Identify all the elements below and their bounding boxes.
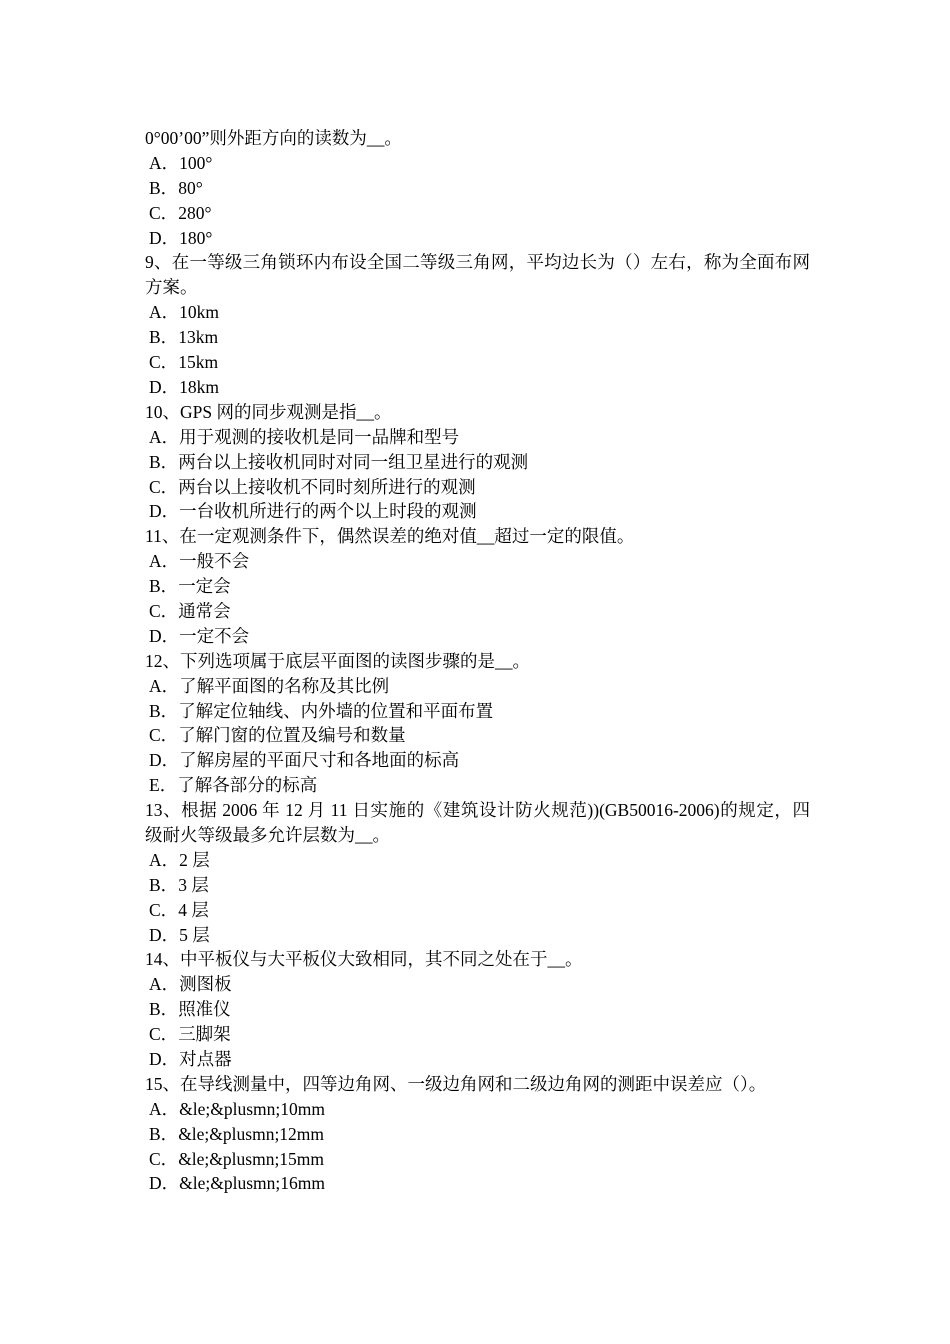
option-label: A．: [149, 675, 180, 696]
option-a: [145, 848, 810, 873]
option-d: [145, 923, 810, 948]
option-label: A．: [149, 152, 180, 173]
option-label: C．: [149, 899, 179, 920]
question-8-continuation: [145, 126, 810, 250]
option-a: [145, 300, 810, 325]
option-a: [145, 549, 810, 574]
option-text: 测图板: [179, 974, 232, 995]
question-stem: 14、中平板仪与大平板仪大致相同，其不同之处在于__。: [145, 949, 583, 970]
option-text: &le;&plusmn;10mm: [179, 1098, 325, 1119]
option-label: B．: [149, 327, 179, 348]
option-text: 了解门窗的位置及编号和数量: [178, 725, 406, 746]
option-text: 了解平面图的名称及其比例: [179, 675, 390, 696]
option-text: 两台以上接收机同时对同一组卫星进行的观测: [178, 451, 529, 472]
option-label: D．: [149, 1173, 180, 1194]
option-label: B．: [149, 700, 179, 721]
option-text: 三脚架: [178, 1024, 231, 1045]
option-d: [145, 624, 810, 649]
question-11: [145, 524, 810, 648]
option-label: C．: [149, 725, 179, 746]
question-10: [145, 400, 810, 524]
option-e: [145, 773, 810, 798]
option-text: 一定会: [178, 576, 231, 597]
option-text: 13km: [178, 327, 219, 348]
option-text: 2 层: [179, 849, 210, 870]
question-stem: 12、下列选项属于底层平面图的读图步骤的是__。: [145, 650, 530, 671]
option-label: A．: [149, 426, 180, 447]
option-label: C．: [149, 476, 179, 497]
option-c: [145, 898, 810, 923]
option-c: [145, 1022, 810, 1047]
option-c: [145, 201, 810, 226]
option-c: [145, 350, 810, 375]
question-stem: 11、在一定观测条件下，偶然误差的绝对值__超过一定的限值。: [145, 526, 635, 547]
option-label: D．: [149, 227, 180, 248]
option-text: 3 层: [178, 874, 209, 895]
option-d: [145, 226, 810, 251]
option-label: B．: [149, 576, 179, 597]
option-label: C．: [149, 1148, 179, 1169]
option-text: 了解定位轴线、内外墙的位置和平面布置: [178, 700, 494, 721]
option-b: [145, 699, 810, 724]
option-text: 两台以上接收机不同时刻所进行的观测: [178, 476, 476, 497]
option-a: [145, 425, 810, 450]
option-text: 5 层: [179, 924, 210, 945]
question-13: [145, 798, 810, 947]
option-label: B．: [149, 1123, 179, 1144]
option-label: D．: [149, 501, 180, 522]
option-label: D．: [149, 376, 180, 397]
option-label: B．: [149, 177, 179, 198]
option-text: 15km: [178, 352, 219, 373]
option-label: A．: [149, 1098, 180, 1119]
option-label: C．: [149, 352, 179, 373]
option-b: [145, 325, 810, 350]
option-label: A．: [149, 302, 180, 323]
question-stem: 10、GPS 网的同步观测是指__。: [145, 401, 392, 422]
option-text: 18km: [179, 376, 220, 397]
option-b: [145, 574, 810, 599]
document-page: [145, 126, 810, 1196]
option-d: [145, 499, 810, 524]
option-label: A．: [149, 849, 180, 870]
option-label: D．: [149, 1049, 180, 1070]
option-label: E．: [149, 775, 178, 796]
option-a: [145, 674, 810, 699]
option-text: 了解各部分的标高: [177, 775, 318, 796]
option-a: [145, 972, 810, 997]
option-label: C．: [149, 600, 179, 621]
option-text: 一定不会: [179, 625, 250, 646]
option-label: B．: [149, 874, 179, 895]
option-text: 对点器: [179, 1049, 232, 1070]
option-text: 280°: [178, 202, 212, 223]
option-c: [145, 475, 810, 500]
question-stem: 13、根据 2006 年 12 月 11 日实施的《建筑设计防火规范))(GB50016-2006)的规定，四级耐火等级最多允许层数为__。: [145, 800, 810, 845]
option-text: 100°: [179, 152, 213, 173]
option-c: [145, 1147, 810, 1172]
option-label: D．: [149, 750, 180, 771]
option-c: [145, 599, 810, 624]
question-stem: 9、在一等级三角锁环内布设全国二等级三角网，平均边长为（）左右，称为全面布网方案。: [145, 252, 810, 298]
option-d: [145, 1171, 810, 1196]
option-text: 照准仪: [178, 999, 231, 1020]
option-b: [145, 997, 810, 1022]
option-d: [145, 375, 810, 400]
option-label: C．: [149, 1024, 179, 1045]
question-stem: 0°00’00”则外距方向的读数为__。: [145, 128, 402, 148]
option-label: D．: [149, 924, 180, 945]
option-text: 了解房屋的平面尺寸和各地面的标高: [179, 750, 460, 771]
option-text: 用于观测的接收机是同一品牌和型号: [179, 426, 460, 447]
question-14: [145, 947, 810, 1071]
option-b: [145, 873, 810, 898]
option-label: A．: [149, 974, 180, 995]
option-d: [145, 1047, 810, 1072]
option-text: 4 层: [178, 899, 209, 920]
option-text: &le;&plusmn;12mm: [178, 1123, 325, 1144]
option-label: C．: [149, 202, 179, 223]
option-label: B．: [149, 999, 179, 1020]
question-15: [145, 1072, 810, 1196]
option-text: 10km: [179, 302, 220, 323]
question-12: [145, 649, 810, 798]
option-text: &le;&plusmn;15mm: [178, 1148, 325, 1169]
option-text: 一般不会: [179, 551, 250, 572]
option-label: D．: [149, 625, 180, 646]
option-b: [145, 176, 810, 201]
option-text: 通常会: [178, 600, 231, 621]
question-stem: 15、在导线测量中，四等边角网、一级边角网和二级边角网的测距中误差应（）。: [145, 1073, 767, 1094]
option-label: A．: [149, 551, 180, 572]
option-a: [145, 151, 810, 176]
option-label: B．: [149, 451, 179, 472]
option-text: 180°: [179, 227, 213, 248]
option-d: [145, 748, 810, 773]
option-text: &le;&plusmn;16mm: [179, 1173, 325, 1194]
option-text: 一台收机所进行的两个以上时段的观测: [179, 501, 477, 522]
question-9: [145, 250, 810, 399]
option-a: [145, 1097, 810, 1122]
option-c: [145, 723, 810, 748]
option-b: [145, 1122, 810, 1147]
option-b: [145, 450, 810, 475]
option-text: 80°: [178, 177, 203, 198]
